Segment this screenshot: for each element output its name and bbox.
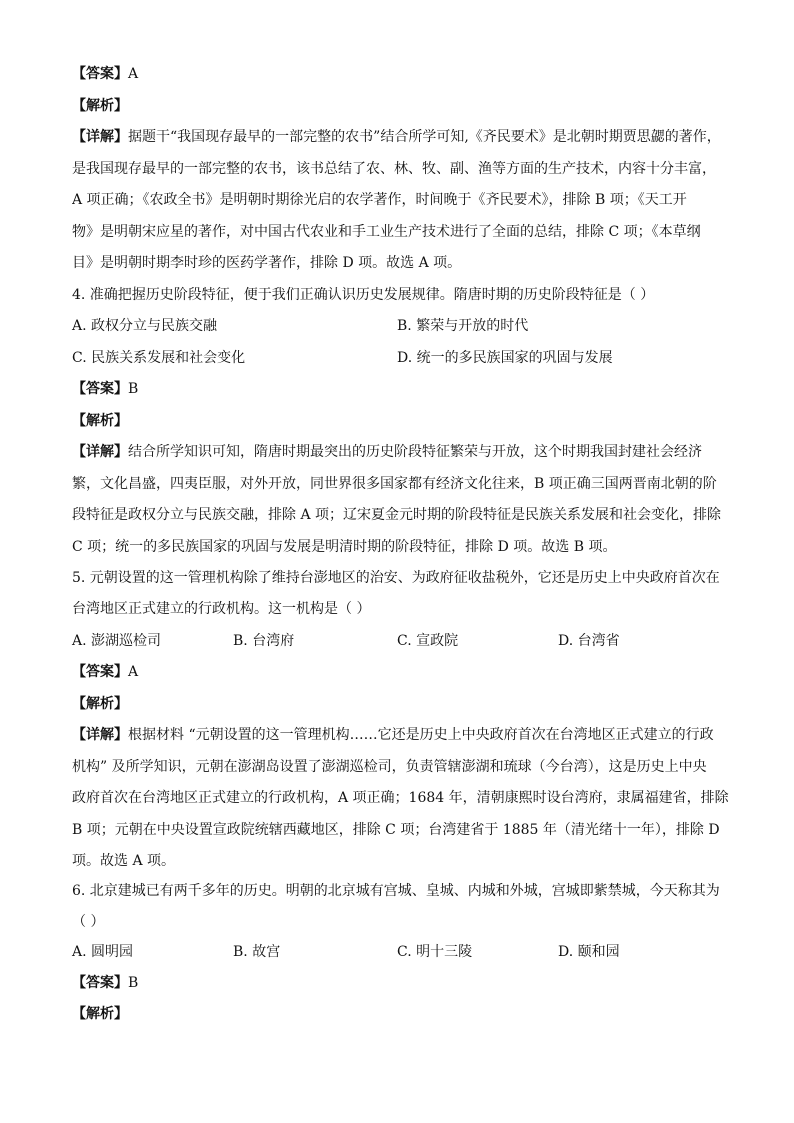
q4-answer-line [72,379,732,399]
q5-detail-line-4: B 项；元朝在中央设置宣政院统辖西藏地区，排除 C 项；台湾建省于 1885 年（清光绪十一年），排除 D [72,822,720,838]
answer-value: A [128,664,139,680]
q5-detail-line-2: 机构” 及所学知识，元朝在澎湖岛设置了澎湖巡检司，负责管辖澎湖和琉球（今台湾），这是历史上中央 [72,759,707,775]
q4-stem: 4. 准确把握历史阶段特征，便于我们正确认识历史发展规律。隋唐时期的历史阶段特征是（ ） [72,287,655,303]
q4-option-b: B. 繁荣与开放的时代 [397,318,529,334]
q3-detail-line-4: 物》是明朝宋应星的著作，对中国古代农业和手工业生产技术进行了全面的总结，排除 C 项；《本草纲 [72,224,701,240]
q5-stem-line-2: 台湾地区正式建立的行政机构。这一机构是（ ） [72,601,371,617]
q5-detail-line-3: 政府首次在台湾地区正式建立的行政机构，A 项正确；1684 年，清朝康熙时设台湾府，隶属福建省，排除 [72,790,729,806]
q3-detail-line-5: 目》是明朝时期李时珍的医药学著作，排除 D 项。故选 A 项。 [72,255,462,271]
analysis-tag: 【解析】 [72,696,128,712]
q4-option-c: C. 民族关系发展和社会变化 [72,350,246,366]
q6-option-b: B. 故宫 [233,944,281,960]
q5-option-c: C. 宣政院 [397,633,459,649]
q4-option-a: A. 政权分立与民族交融 [72,318,218,334]
q6-option-c: C. 明十三陵 [397,944,473,960]
q4-detail-line-4: C 项；统一的多民族国家的巩固与发展是明清时期的阶段特征，排除 D 项。故选 B 项。 [72,539,617,555]
answer-value: B [128,975,139,991]
q4-detail-line-1 [72,442,732,462]
analysis-tag: 【解析】 [72,98,128,114]
analysis-tag: 【解析】 [72,1006,128,1022]
q5-option-b: B. 台湾府 [233,633,295,649]
answer-tag: 【答案】 [72,664,128,680]
detail-text: 结合所学知识可知，隋唐时期最突出的历史阶段特征繁荣与开放，这个时期我国封建社会经济 [128,444,702,460]
answer-value: A [128,66,139,82]
q4-detail-line-2: 繁，文化昌盛，四夷臣服，对外开放，同世界很多国家都有经济文化往来，B 项正确三国两晋南北朝的阶 [72,476,717,492]
q5-option-d: D. 台湾省 [558,633,620,649]
detail-tag: 【详解】 [72,129,128,145]
analysis-tag: 【解析】 [72,413,128,429]
answer-tag: 【答案】 [72,66,128,82]
q6-answer-line [72,973,732,993]
detail-tag: 【详解】 [72,727,128,743]
q6-stem-line-1: 6. 北京建城已有两千多年的历史。明朝的北京城有宫城、皇城、内城和外城，宫城即紫禁城，今天称其为 [72,883,720,899]
q3-detail-line-3: A 项正确；《农政全书》是明朝时期徐光启的农学著作，时间晚于《齐民要术》，排除 B 项；《天工开 [72,192,687,208]
q6-option-d: D. 颐和园 [558,944,620,960]
q5-option-a: A. 澎湖巡检司 [72,633,162,649]
q6-stem-line-2: （ ） [72,914,105,930]
q5-answer-line [72,662,732,682]
answer-value: B [128,381,139,397]
q3-detail-line-1 [72,127,732,147]
detail-text: 据题干“我国现存最早的一部完整的农书”结合所学可知,《齐民要术》是北朝时期贾思勰的著作， [128,129,721,145]
q4-option-d: D. 统一的多民族国家的巩固与发展 [397,350,613,366]
q3-answer-line [72,64,732,84]
q3-analysis-line [72,96,732,116]
q4-analysis-line [72,411,732,431]
q6-option-a: A. 圆明园 [72,944,134,960]
q3-detail-line-2: 是我国现存最早的一部完整的农书，该书总结了农、林、牧、副、渔等方面的生产技术，内容十分丰富， [72,161,716,177]
answer-tag: 【答案】 [72,381,128,397]
q5-detail-line-1 [72,725,732,745]
q5-stem-line-1: 5. 元朝设置的这一管理机构除了维持台澎地区的治安、为政府征收盐税外，它还是历史上中央政府首次在 [72,570,720,586]
q5-analysis-line [72,694,732,714]
answer-tag: 【答案】 [72,975,128,991]
q6-analysis-line [72,1004,732,1024]
detail-text: 根据材料 “元朝设置的这一管理机构……它还是历史上中央政府首次在台湾地区正式建立的行政 [128,727,714,743]
detail-tag: 【详解】 [72,444,128,460]
q5-detail-line-5: 项。故选 A 项。 [72,853,176,869]
q4-detail-line-3: 段特征是政权分立与民族交融，排除 A 项；辽宋夏金元时期的阶段特征是民族关系发展和社会变化，排除 [72,507,722,523]
